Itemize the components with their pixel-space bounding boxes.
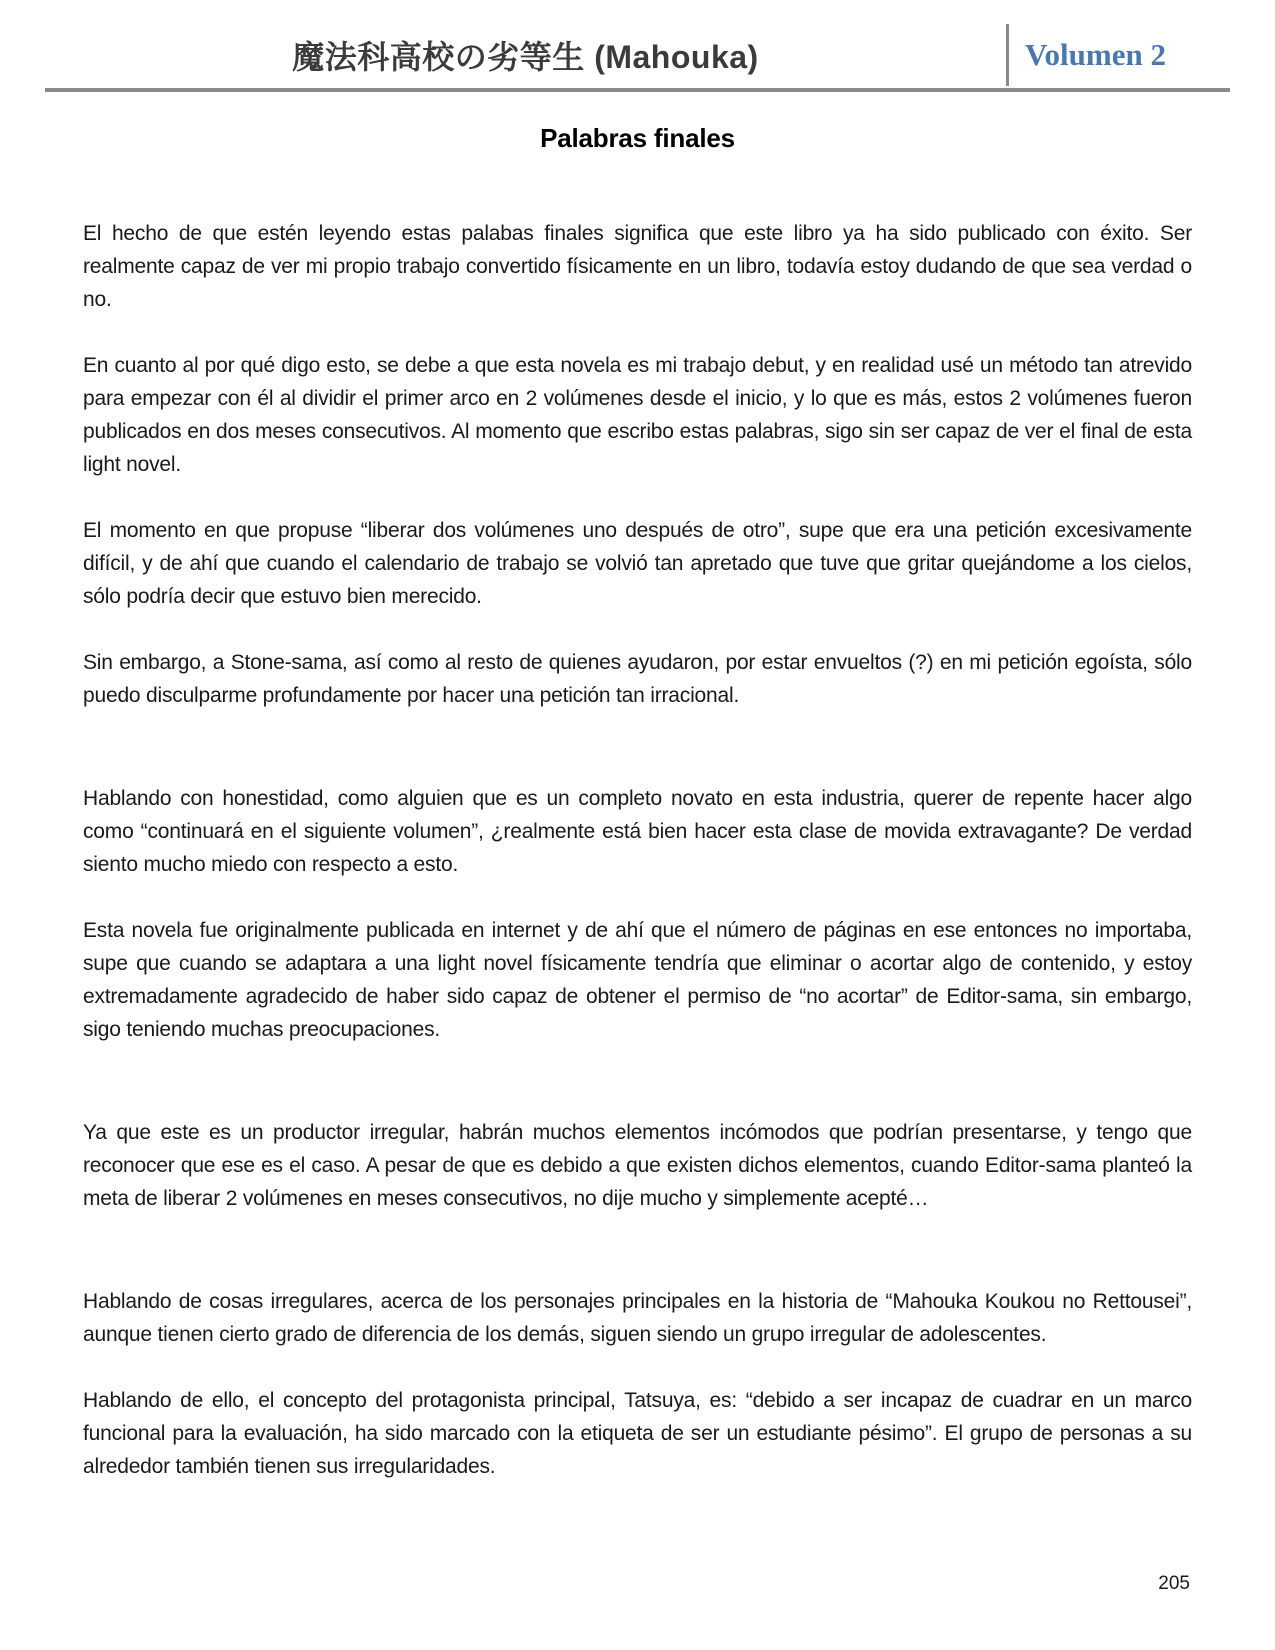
paragraph-5: Hablando con honestidad, como alguien que es un completo novato en esta industria, querer de repente hacer algo como “continuará en el siguiente volumen”, ¿realmente está bien hacer esta clase de movida extravagante? De verdad siento mucho miedo con respecto a esto. <box>83 787 1192 876</box>
page-number: 205 <box>1158 1573 1190 1594</box>
paragraph-9: Hablando de ello, el concepto del protagonista principal, Tatsuya, es: “debido a ser incapaz de cuadrar en un marco funcional para la evaluación, ha sido marcado con la etiqueta de ser un estudiante pésimo”. El grupo de personas a su alrededor también tienen sus irregularidades. <box>83 1389 1192 1478</box>
paragraph-3: El momento en que propuse “liberar dos volúmenes uno después de otro”, supe que era una petición excesivamente difícil, y de ahí que cuando el calendario de trabajo se volvió tan apretado que tuve que gritar quejándome a los cielos, sólo podría decir que estuvo bien merecido. <box>83 519 1192 608</box>
section-heading: Palabras finales <box>540 123 735 153</box>
document-body <box>0 122 1275 1483</box>
book-title: 魔法科高校の劣等生 (Mahouka) <box>292 39 759 75</box>
paragraph-7: Ya que este es un productor irregular, habrán muchos elementos incómodos que podrían presentarse, y tengo que reconocer que ese es el caso. A pesar de que es debido a que existen dichos elementos, cuando Editor-sama planteó la meta de liberar 2 volúmenes en meses consecutivos, no dije mucho y simplemente acepté… <box>83 1121 1192 1210</box>
paragraph-1: El hecho de que estén leyendo estas palabas finales significa que este libro ya ha sido publicado con éxito. Ser realmente capaz de ver mi propio trabajo convertido físicamente en un libro, todavía estoy dudando de que sea verdad o no. <box>83 222 1192 311</box>
page-footer <box>1158 1573 1190 1595</box>
header-rule <box>45 88 1230 92</box>
page-header <box>0 0 1275 92</box>
paragraph-2: En cuanto al por qué digo esto, se debe a que esta novela es mi trabajo debut, y en realidad usé un método tan atrevido para empezar con él al dividir el primer arco en 2 volúmenes desde el inicio, y lo que es más, estos 2 volúmenes fueron publicados en dos meses consecutivos. Al momento que escribo estas palabras, sigo sin ser capaz de ver el final de esta light novel. <box>83 354 1192 476</box>
volume-label: Volumen 2 <box>1025 37 1166 72</box>
paragraph-8: Hablando de cosas irregulares, acerca de los personajes principales en la historia de “Mahouka Koukou no Rettousei”, aunque tienen cierto grado de diferencia de los demás, siguen siendo un grupo irregular de adolescentes. <box>83 1290 1192 1346</box>
paragraph-4: Sin embargo, a Stone-sama, así como al resto de quienes ayudaron, por estar envueltos (?) en mi petición egoísta, sólo puedo disculparme profundamente por hacer una petición tan irracional. <box>83 651 1192 707</box>
paragraph-6: Esta novela fue originalmente publicada en internet y de ahí que el número de páginas en ese entonces no importaba, supe que cuando se adaptara a una light novel físicamente tendría que eliminar o acortar algo de contenido, y estoy extremadamente agradecido de haber sido capaz de obtener el permiso de “no acortar” de Editor-sama, sin embargo, sigo teniendo muchas preocupaciones. <box>83 919 1192 1041</box>
